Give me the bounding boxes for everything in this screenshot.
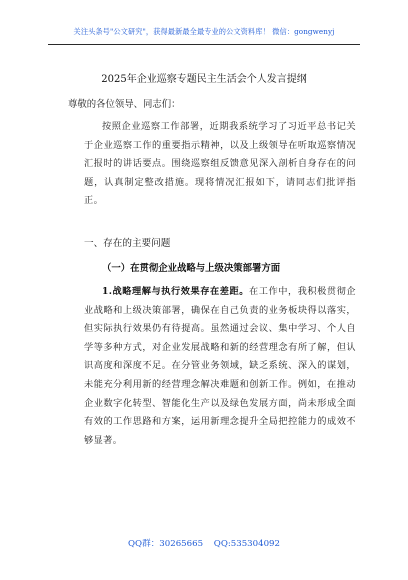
- section-heading: 一、存在的主要问题: [84, 238, 171, 249]
- subsection-heading: （一）在贯彻企业战略与上级决策部署方面: [102, 263, 281, 274]
- salutation: 尊敬的各位领导、同志们：: [68, 99, 181, 110]
- intro-paragraph: 按照企业巡察工作部署，近期我系统学习了习近平总书记关于企业巡察工作的重要指示精神，以及上级领导在听取巡察情况汇报时的讲话要点。围绕巡察组反馈意见深入剖析自身存在的问题，认真制定整改措施。现将情况汇报如下，请同志们批评指正。: [84, 121, 356, 207]
- footer-qq-group: QQ群：30265665: [128, 539, 204, 549]
- point-1-lead: 1.战略理解与执行效果存在差距。: [102, 286, 249, 297]
- header-note: 关注头条号"公文研究"，获得最新最全最专业的公文资料库！ 微信：gongwenyj: [73, 27, 335, 36]
- document-title: 2025年企业巡察专题民主生活会个人发言提纲: [101, 74, 307, 85]
- point-1-body: 在工作中，我积极贯彻企业战略和上级决策部署，确保在自己负责的业务板块得以落实，但实际执行效果仍有待提高。虽然通过会议、集中学习、个人自学等多种方式，对企业发展战略和新的经营理念有所了解，但认识高度和深度不足。在分管业务领域，缺乏系统、深入的谋划，未能充分利用新的经营理念解决难题和创新工作。例如，在推动企业数字化转型、智能化生产以及绿色发展方面，尚未形成全面有效的工作思路和方案，运用新理念提升全局把控能力的成效不够显著。: [84, 286, 356, 446]
- header-divider: [48, 44, 360, 45]
- point-1-paragraph: [84, 283, 356, 450]
- footer-qq: QQ:535304092: [213, 539, 280, 549]
- footer-contact: [48, 537, 360, 549]
